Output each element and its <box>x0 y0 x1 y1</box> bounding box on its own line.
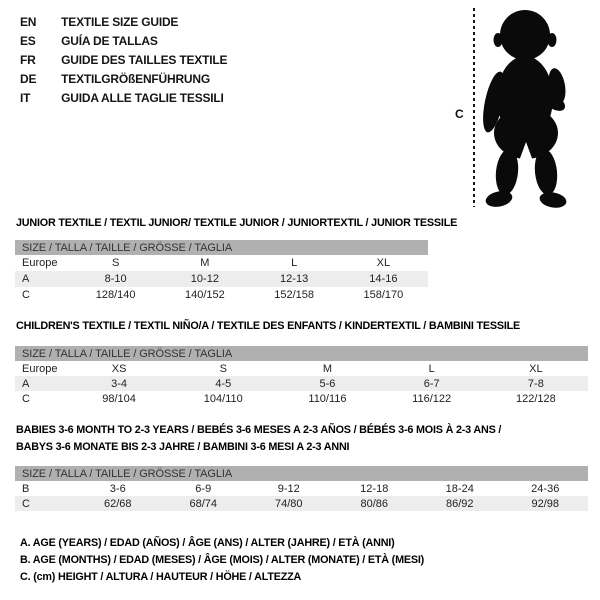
height-measure-label: C <box>455 107 464 121</box>
size-cell: 3-4 <box>67 376 171 391</box>
size-cell: 128/140 <box>95 289 136 301</box>
size-cell: 14-16 <box>339 271 428 287</box>
size-cell: 3-6 <box>109 482 126 495</box>
size-header-label: SIZE / TALLA / TAILLE / GRÖSSE / TAGLIA <box>15 346 588 361</box>
size-cell: 152/158 <box>274 289 314 301</box>
size-cell: 98/104 <box>102 392 136 405</box>
language-row <box>20 13 227 32</box>
size-cell: L <box>428 362 435 375</box>
language-row <box>20 70 227 89</box>
size-cell: 7-8 <box>484 376 588 391</box>
size-cell: XL <box>376 257 391 269</box>
row-label-cell: B <box>22 482 30 495</box>
babies-title-line1: BABIES 3-6 MONTH TO 2-3 YEARS / BEBÉS 3-6 MESES A 2-3 AÑOS / BÉBÉS 3-6 MOIS À 2-3 ANS / <box>16 424 502 436</box>
junior-table <box>15 240 428 303</box>
size-cell: 92/98 <box>503 496 589 511</box>
size-cell: 18-24 <box>445 482 474 495</box>
row-label-cell: A <box>15 271 71 287</box>
language-code: IT <box>20 91 31 105</box>
table-row-age <box>15 271 428 287</box>
children-table <box>15 346 588 406</box>
size-cell: L <box>291 257 298 269</box>
height-dashed-line <box>473 8 475 207</box>
row-label-cell: Europe <box>22 362 58 375</box>
row-label-cell: Europe <box>22 257 58 269</box>
size-cell: XS <box>111 362 127 375</box>
size-cell: 12-13 <box>250 271 339 287</box>
size-cell: 5-6 <box>275 376 379 391</box>
size-cell: 158/170 <box>363 289 404 301</box>
language-row <box>20 89 227 108</box>
note-height-cm: C. (cm) HEIGHT / ALTURA / HAUTEUR / HÖHE / ALTEZZA <box>20 571 302 583</box>
size-header-label: SIZE / TALLA / TAILLE / GRÖSSE / TAGLIA <box>15 466 588 481</box>
table-row-europe <box>15 255 428 271</box>
size-cell: S <box>219 362 227 375</box>
size-cell: 4-5 <box>171 376 275 391</box>
table-row-height <box>15 391 588 406</box>
size-header-bar <box>15 466 588 481</box>
size-cell: M <box>200 257 210 269</box>
size-cell: 74/80 <box>246 496 332 511</box>
table-row-europe <box>15 361 588 376</box>
language-label: GUIDA ALLE TAGLIE TESSILI <box>61 91 224 105</box>
size-cell: 110/116 <box>308 392 347 405</box>
size-cell: 122/128 <box>515 392 556 405</box>
size-cell: 24-36 <box>531 482 560 495</box>
language-label: GUÍA DE TALLAS <box>61 34 158 48</box>
size-cell: 10-12 <box>160 271 249 287</box>
babies-table-title <box>16 422 501 456</box>
language-label: GUIDE DES TAILLES TEXTILE <box>61 53 228 67</box>
junior-table-title: JUNIOR TEXTILE / TEXTIL JUNIOR/ TEXTILE JUNIOR / JUNIORTEXTIL / JUNIOR TESSILE <box>16 217 458 229</box>
size-cell: XL <box>529 362 543 375</box>
table-row-age <box>15 376 588 391</box>
legend-notes <box>20 535 424 586</box>
size-header-bar <box>15 240 428 255</box>
size-cell: 80/86 <box>332 496 418 511</box>
babies-table <box>15 466 588 511</box>
baby-silhouette-icon <box>478 6 574 210</box>
language-code: ES <box>20 34 36 48</box>
size-cell: M <box>322 362 333 375</box>
note-age-months: B. AGE (MONTHS) / EDAD (MESES) / ÂGE (MOIS) / ALTER (MONATE) / ETÀ (MESI) <box>20 554 425 566</box>
language-row <box>20 51 227 70</box>
size-header-label: SIZE / TALLA / TAILLE / GRÖSSE / TAGLIA <box>15 240 428 255</box>
size-cell: 12-18 <box>360 482 389 495</box>
table-row-months <box>15 481 588 496</box>
row-label-cell: A <box>15 376 67 391</box>
size-header-bar <box>15 346 588 361</box>
size-cell: 6-7 <box>380 376 484 391</box>
size-cell: S <box>111 257 120 269</box>
babies-title-line2: BABYS 3-6 MONATE BIS 2-3 JAHRE / BAMBINI 3-6 MESI A 2-3 ANNI <box>16 441 350 453</box>
language-code: FR <box>20 53 36 67</box>
size-cell: 6-9 <box>195 482 212 495</box>
note-age-years: A. AGE (YEARS) / EDAD (AÑOS) / ÂGE (ANS) / ALTER (JAHRE) / ETÀ (ANNI) <box>20 537 395 549</box>
language-label: TEXTILGRÖßENFÜHRUNG <box>61 72 211 86</box>
size-cell: 8-10 <box>71 271 160 287</box>
size-cell: 104/110 <box>203 392 243 405</box>
language-code: EN <box>20 15 37 29</box>
table-row-height <box>15 496 588 511</box>
children-table-title: CHILDREN'S TEXTILE / TEXTIL NIÑO/A / TEXTILE DES ENFANTS / KINDERTEXTIL / BAMBINI TESSILE <box>16 320 521 332</box>
language-list <box>20 13 227 108</box>
size-cell: 62/68 <box>75 496 161 511</box>
row-label-cell: C <box>22 392 30 405</box>
row-label-cell: C <box>22 289 30 301</box>
row-label-cell: C <box>15 496 75 511</box>
language-row <box>20 32 227 51</box>
language-label: TEXTILE SIZE GUIDE <box>61 15 179 29</box>
language-code: DE <box>20 72 37 86</box>
size-cell: 68/74 <box>161 496 247 511</box>
size-cell: 140/152 <box>184 289 225 301</box>
size-cell: 116/122 <box>412 392 452 405</box>
size-cell: 9-12 <box>277 482 300 495</box>
size-cell: 86/92 <box>417 496 503 511</box>
table-row-height <box>15 287 428 303</box>
